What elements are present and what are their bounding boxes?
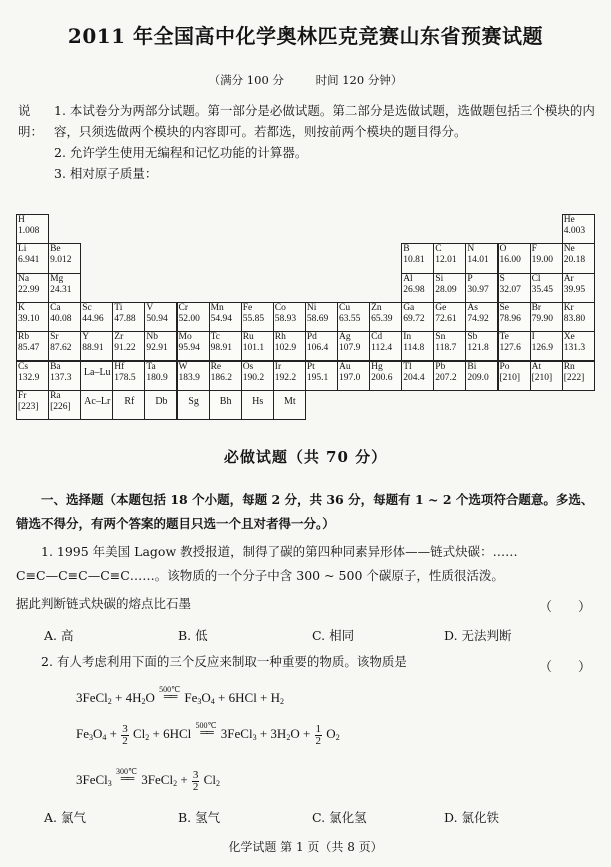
- element-in: [401, 331, 434, 361]
- question-2-options: [44, 808, 584, 828]
- equation-1-condition: 500℃ ══: [159, 685, 181, 703]
- exam-title: 2011 年全国高中化学奥林匹克竞赛山东省预赛试题: [67, 24, 544, 48]
- element-mass: 183.9: [178, 372, 200, 383]
- element-ag: [337, 331, 370, 361]
- element-nb: [144, 331, 177, 361]
- element-zn: [369, 302, 402, 332]
- element-mass: 44.96: [82, 313, 104, 324]
- element-symbol: Hs: [252, 395, 264, 407]
- element-mass: 98.91: [210, 343, 232, 354]
- question-2-stem: 2. 有人考虑利用下面的三个反应来制取一种重要的物质。该物质是: [41, 654, 407, 669]
- element-symbol: Kr: [563, 302, 574, 313]
- element-mass: 83.80: [563, 313, 586, 324]
- element-symbol: C: [435, 244, 442, 255]
- element-cl: [530, 273, 563, 303]
- element-symbol: Cl: [531, 273, 541, 284]
- element-mass: 107.9: [339, 343, 361, 354]
- element-symbol: Hg: [371, 361, 383, 372]
- element-symbol: Ar: [563, 273, 574, 284]
- element-mass: [210]: [499, 372, 521, 383]
- element-ca: [48, 302, 81, 332]
- instructions-label: 说明：: [18, 103, 44, 139]
- q2-option-c: C. 氯化氢: [312, 810, 367, 825]
- element-tl: [401, 361, 434, 391]
- fraction-3-2: $\frac{3}{2}$: [122, 722, 128, 747]
- element-mass: 24.31: [50, 284, 72, 295]
- section-intro: 一、选择题（本题包括 18 个小题，每题 2 分，共 36 分，每题有 1 ~ 2 个选项符合题意。多选、错选不得分，有两个答案的题目只选一个且对者得一分。）: [16, 492, 594, 531]
- element-symbol: Si: [435, 273, 444, 284]
- instructions: [18, 100, 598, 184]
- element-mass: 14.01: [467, 255, 489, 266]
- element-y: [80, 331, 113, 361]
- element-symbol: Ge: [435, 302, 447, 313]
- element-symbol: S: [499, 273, 505, 284]
- element-symbol: Cs: [18, 361, 29, 372]
- element-ta: [144, 361, 177, 391]
- element-db: [144, 390, 177, 420]
- element-sc: [80, 302, 113, 332]
- question-2-answer-blank: （ ）: [538, 660, 591, 675]
- element-mass: 28.09: [435, 284, 457, 295]
- element-mass: 65.39: [371, 313, 393, 324]
- element-symbol: Db: [155, 395, 168, 407]
- section-title: 必做试题（共 70 分）: [223, 448, 388, 466]
- instruction-2: 2. 允许学生使用无编程和记忆功能的计算器。: [54, 145, 308, 160]
- element-rb: [16, 331, 49, 361]
- element-mass: 114.8: [403, 343, 425, 354]
- question-1-line-1: 1. 1995 年美国 Lagow 教授报道，制得了碳的第四种同素异形体——链式炔碳：……: [41, 544, 518, 559]
- element-sg: [177, 390, 210, 420]
- element-symbol: I: [531, 332, 535, 343]
- element-symbol: At: [531, 361, 542, 372]
- element-k: [16, 302, 49, 332]
- question-1-options: [44, 626, 584, 646]
- element-mg: [48, 273, 81, 303]
- element-symbol: Sc: [82, 302, 92, 313]
- element-po: [498, 361, 531, 391]
- element-mass: 72.61: [435, 313, 457, 324]
- element-mass: 137.3: [50, 372, 72, 383]
- element-mass: 19.00: [531, 255, 553, 266]
- element-mass: 91.22: [114, 343, 136, 354]
- element-symbol: H: [18, 215, 25, 225]
- element-mass: 30.97: [467, 284, 489, 295]
- element-mass: 39.95: [563, 284, 586, 295]
- element-mass: 131.3: [563, 343, 586, 354]
- element-ir: [273, 361, 306, 391]
- element-mass: 178.5: [114, 372, 136, 383]
- element-se: [498, 302, 531, 332]
- element-ar: [562, 273, 595, 303]
- element-mass: 132.9: [18, 372, 40, 383]
- element-symbol: W: [178, 361, 188, 372]
- element-te: [498, 331, 531, 361]
- element-symbol: He: [563, 215, 575, 225]
- element-bh: [209, 390, 242, 420]
- element-symbol: Na: [18, 273, 30, 284]
- element-ga: [401, 302, 434, 332]
- element-sb: [465, 331, 498, 361]
- element-symbol: Po: [499, 361, 510, 372]
- element-tc: [209, 331, 242, 361]
- element-mass: 40.08: [50, 313, 72, 324]
- element-symbol: Al: [403, 273, 413, 284]
- element-symbol: Rn: [563, 361, 575, 372]
- question-1-line-2: C≡C—C≡C—C≡C……。该物质的一个分子中含 300 ~ 500 个碳原子，性质很活泼。: [16, 568, 504, 583]
- element-co: [273, 302, 306, 332]
- element-pb: [433, 361, 466, 391]
- element-p: [465, 273, 498, 303]
- element-w: [177, 361, 210, 391]
- fraction-1-2: $\frac{1}{2}$: [315, 722, 322, 747]
- element-rn: [562, 361, 595, 391]
- element-f: [530, 243, 563, 273]
- element-symbol: Pb: [435, 361, 446, 372]
- element-sr: [48, 331, 81, 361]
- element-symbol: O: [499, 244, 507, 255]
- element-symbol: Cu: [339, 302, 351, 313]
- element-mass: 95.94: [178, 343, 200, 354]
- element-pt: [305, 361, 338, 391]
- element-li: [16, 243, 49, 273]
- element-symbol: Sg: [188, 395, 199, 407]
- page-footer: 化学试题 第 1 页（共 8 页）: [228, 840, 383, 854]
- element-n: [465, 243, 498, 273]
- equation-3-condition: 300℃ ══: [116, 767, 138, 785]
- element-os: [241, 361, 274, 391]
- element-bi: [465, 361, 498, 391]
- element-fe: [241, 302, 274, 332]
- element-mass: 87.62: [50, 343, 72, 354]
- element-sn: [433, 331, 466, 361]
- element-symbol: Rh: [274, 332, 286, 343]
- element-mass: 74.92: [467, 313, 489, 324]
- element-symbol: Se: [499, 302, 509, 313]
- element-symbol: Sb: [467, 332, 478, 343]
- element-i: [530, 331, 563, 361]
- element-mass: 20.18: [563, 255, 586, 266]
- element-mass: 16.00: [499, 255, 521, 266]
- element-s: [498, 273, 531, 303]
- question-1-answer-blank: （ ）: [538, 600, 591, 615]
- element-v: [144, 302, 177, 332]
- element-symbol: N: [467, 244, 475, 255]
- element-symbol: Ag: [339, 332, 351, 343]
- element-ne: [562, 243, 595, 273]
- element-mass: 121.8: [467, 343, 489, 354]
- element-mass: 190.2: [242, 372, 265, 383]
- element-mass: 78.96: [499, 313, 521, 324]
- element-symbol: Ga: [403, 302, 415, 313]
- instruction-1: 1. 本试卷分为两部分试题。第一部分是必做试题。第二部分是选做试题，选做题包括三个模块的内容，只须选做两个模块的内容即可。若都选，则按前两个模块的题目得分。: [54, 103, 595, 139]
- element-symbol: Br: [531, 302, 542, 313]
- element-symbol: Y: [82, 332, 90, 343]
- element-mass: 58.93: [274, 313, 297, 324]
- element-ni: [305, 302, 338, 332]
- element-mass: 52.00: [178, 313, 200, 324]
- element-symbol: Rb: [18, 332, 30, 343]
- exam-subtitle: [0, 72, 611, 88]
- fraction-3-2b: $\frac{3}{2}$: [192, 768, 199, 793]
- element-mass: 127.6: [499, 343, 521, 354]
- element-symbol: Ti: [114, 302, 123, 313]
- element-symbol: Bi: [467, 361, 477, 372]
- element-ru: [241, 331, 274, 361]
- element-symbol: F: [531, 244, 537, 255]
- element-mass: 55.85: [242, 313, 265, 324]
- element-mass: 32.07: [499, 284, 521, 295]
- element-zr: [112, 331, 145, 361]
- element-symbol: Sn: [435, 332, 446, 343]
- element-mass: 106.4: [306, 343, 329, 354]
- element-symbol: Cr: [178, 302, 188, 313]
- element-symbol: Li: [18, 244, 27, 255]
- element-symbol: Ta: [146, 361, 156, 372]
- element-symbol: Sr: [50, 332, 59, 343]
- element-symbol: La–Lu: [83, 366, 111, 378]
- element-symbol: Tl: [403, 361, 412, 372]
- element-mass: [223]: [18, 401, 39, 412]
- element-symbol: Os: [242, 361, 254, 372]
- element-ge: [433, 302, 466, 332]
- element-mn: [209, 302, 242, 332]
- element-mass: 92.91: [146, 343, 168, 354]
- element-symbol: Zn: [371, 302, 382, 313]
- element-symbol: Re: [210, 361, 222, 372]
- equation-1: 3FeCl$_2$ + $4H_2O$ 500℃ ══ $Fe_3O_4 + 6HCl + H_2$: [76, 685, 285, 706]
- element-symbol: V: [146, 302, 154, 313]
- q1-option-b: B. 低: [178, 628, 208, 643]
- element-mass: 69.72: [403, 313, 425, 324]
- element-symbol: Zr: [114, 332, 124, 343]
- element-na: [16, 273, 49, 303]
- element-mass: 47.88: [114, 313, 136, 324]
- element-mass: 39.10: [18, 313, 40, 324]
- element-mt: [273, 390, 306, 420]
- element-mass: 102.9: [274, 343, 297, 354]
- element-mo: [177, 331, 210, 361]
- element-mass: 22.99: [18, 284, 40, 295]
- element-kr: [562, 302, 595, 332]
- element-mass: 180.9: [146, 372, 168, 383]
- element-symbol: In: [403, 332, 412, 343]
- element-symbol: Ac–Lr: [84, 395, 111, 407]
- element-mass: 1.008: [18, 226, 40, 236]
- equation-3: 3FeCl$_3$ 300℃ ══ 3FeCl$_2$ + $\frac{3}{2}$ $Cl_2$: [76, 767, 220, 793]
- element-mass: 118.7: [435, 343, 457, 354]
- element-mass: 4.003: [563, 226, 586, 236]
- element-mass: 63.55: [339, 313, 361, 324]
- element-ti: [112, 302, 145, 332]
- element-symbol: Ca: [50, 302, 61, 313]
- element-symbol: As: [467, 302, 478, 313]
- element-cd: [369, 331, 402, 361]
- element-cr: [177, 302, 210, 332]
- element-aclr: [80, 390, 113, 420]
- element-mass: 26.98: [403, 284, 425, 295]
- element-mass: 126.9: [531, 343, 553, 354]
- element-br: [530, 302, 563, 332]
- element-hg: [369, 361, 402, 391]
- element-symbol: Au: [339, 361, 351, 372]
- element-symbol: Fr: [18, 390, 27, 401]
- element-mass: 207.2: [435, 372, 457, 383]
- element-re: [209, 361, 242, 391]
- element-symbol: Te: [499, 332, 509, 343]
- element-he: [562, 214, 595, 244]
- element-lalu: [80, 361, 113, 391]
- element-mass: 112.4: [371, 343, 393, 354]
- element-xe: [562, 331, 595, 361]
- element-symbol: B: [403, 244, 410, 255]
- element-mass: [222]: [563, 372, 585, 383]
- full-marks: （满分 100 分: [208, 73, 284, 87]
- element-symbol: Ne: [563, 244, 575, 255]
- element-mass: 10.81: [403, 255, 425, 266]
- element-symbol: Ba: [50, 361, 61, 372]
- element-symbol: Tc: [210, 332, 220, 343]
- element-symbol: K: [18, 302, 25, 313]
- element-h: [16, 214, 49, 244]
- element-mass: 200.6: [371, 372, 393, 383]
- element-ra: [48, 390, 81, 420]
- q1-option-d: D. 无法判断: [444, 628, 512, 643]
- element-pd: [305, 331, 338, 361]
- question-1-line-3: 据此判断链式炔碳的熔点比石墨: [16, 596, 192, 611]
- equation-2: $Fe_3O_4$ + $\frac{3}{2}$ $Cl_2 + 6HCl$ 500℃ ══ 3FeCl$_3$ + $3H_2O$ + $\frac{1}{2}$ $O_2$: [76, 721, 340, 747]
- element-symbol: P: [467, 273, 473, 284]
- element-mass: [226]: [50, 401, 71, 412]
- q2-option-b: B. 氢气: [178, 810, 221, 825]
- element-symbol: Ir: [274, 361, 282, 372]
- equation-2-condition: 500℃ ══: [195, 721, 217, 739]
- element-mass: 197.0: [339, 372, 361, 383]
- element-o: [498, 243, 531, 273]
- element-au: [337, 361, 370, 391]
- element-ba: [48, 361, 81, 391]
- element-cu: [337, 302, 370, 332]
- element-symbol: Xe: [563, 332, 575, 343]
- element-symbol: Cd: [371, 332, 383, 343]
- element-symbol: Nb: [146, 332, 159, 343]
- element-b: [401, 243, 434, 273]
- element-mass: 88.91: [82, 343, 104, 354]
- q1-option-a: A. 高: [44, 628, 74, 643]
- element-c: [433, 243, 466, 273]
- element-mass: [210]: [531, 372, 553, 383]
- element-symbol: Mt: [284, 395, 296, 407]
- q1-option-c: C. 相同: [312, 628, 355, 643]
- element-mass: 101.1: [242, 343, 265, 354]
- element-as: [465, 302, 498, 332]
- element-symbol: Pd: [306, 332, 317, 343]
- element-mass: 195.1: [306, 372, 329, 383]
- q2-option-d: D. 氯化铁: [444, 810, 500, 825]
- element-symbol: Co: [274, 302, 286, 313]
- element-mass: 6.941: [18, 255, 40, 266]
- element-symbol: Mo: [178, 332, 192, 343]
- element-mass: 54.94: [210, 313, 232, 324]
- element-mass: 85.47: [18, 343, 40, 354]
- element-mass: 58.69: [306, 313, 329, 324]
- element-symbol: Mg: [50, 273, 64, 284]
- element-mass: 209.0: [467, 372, 489, 383]
- element-symbol: Ni: [306, 302, 317, 313]
- element-be: [48, 243, 81, 273]
- element-mass: 79.90: [531, 313, 553, 324]
- element-si: [433, 273, 466, 303]
- q2-option-a: A. 氯气: [44, 810, 86, 825]
- element-cs: [16, 361, 49, 391]
- element-symbol: Hf: [114, 361, 125, 372]
- element-mass: 204.4: [403, 372, 425, 383]
- element-symbol: Mn: [210, 302, 224, 313]
- element-fr: [16, 390, 49, 420]
- element-al: [401, 273, 434, 303]
- element-mass: 35.45: [531, 284, 553, 295]
- element-at: [530, 361, 563, 391]
- instruction-3: 3. 相对原子质量：: [54, 166, 158, 181]
- element-rh: [273, 331, 306, 361]
- element-rf: [112, 390, 145, 420]
- element-symbol: Be: [50, 244, 61, 255]
- periodic-table: [16, 214, 594, 419]
- element-hs: [241, 390, 274, 420]
- element-mass: 192.2: [274, 372, 297, 383]
- element-symbol: Pt: [306, 361, 315, 372]
- element-symbol: Fe: [242, 302, 253, 313]
- element-symbol: Bh: [219, 395, 232, 407]
- element-hf: [112, 361, 145, 391]
- element-mass: 50.94: [146, 313, 168, 324]
- element-symbol: Ru: [242, 332, 254, 343]
- element-symbol: Rf: [124, 395, 135, 407]
- element-mass: 12.01: [435, 255, 457, 266]
- time-limit: 时间 120 分钟）: [315, 73, 403, 87]
- element-mass: 9.012: [50, 255, 72, 266]
- element-mass: 186.2: [210, 372, 232, 383]
- element-symbol: Ra: [50, 390, 61, 401]
